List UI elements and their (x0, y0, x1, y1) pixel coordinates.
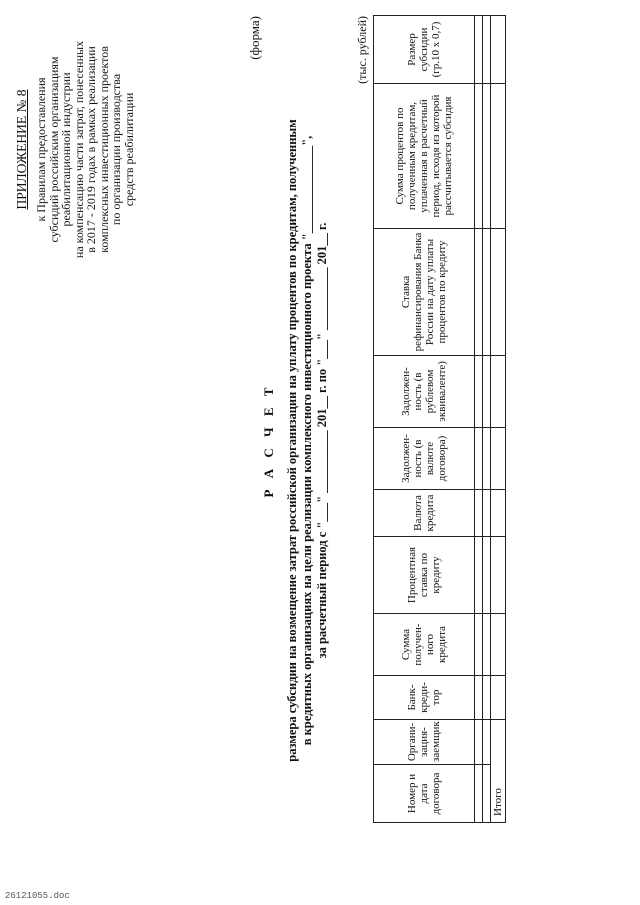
document-heading: Р А С Ч Е Т (261, 383, 276, 498)
table-cell (475, 428, 483, 490)
table-cell (475, 720, 483, 765)
total-row (491, 16, 506, 823)
table-cell (491, 537, 506, 614)
column-header: Банк-креди-тор (374, 676, 475, 720)
column-header: Процентная ставка по кредиту (374, 537, 475, 614)
table-cell (483, 84, 491, 229)
appendix-line: по организации производства (109, 73, 123, 226)
table-cell (483, 356, 491, 428)
column-header: Задолжен-ность (в рублевом эквиваленте) (374, 356, 475, 428)
table-cell (491, 229, 506, 356)
table-cell (483, 490, 491, 537)
table-row (475, 16, 483, 823)
column-header: Сумма процентов по полученным кредитам, уплаченная в расчетный период, исходя из которой рассчитывается субсидия (374, 84, 475, 229)
column-header: Валюта кредита (374, 490, 475, 537)
appendix-subtitle (35, 8, 135, 291)
table-cell (491, 676, 506, 720)
table-cell (475, 16, 483, 84)
table-cell (491, 428, 506, 490)
table-cell (491, 356, 506, 428)
table-cell (483, 16, 491, 84)
table-cell (483, 428, 491, 490)
table-cell (491, 84, 506, 229)
title-line-2: в кредитных организациях на цели реализации комплексного инвестиционного проекта "______________", (300, 135, 314, 746)
appendix-line: реабилитационной индустрии (59, 72, 73, 227)
table-cell (491, 490, 506, 537)
appendix-line: на компенсацию части затрат, понесенных (71, 40, 86, 259)
appendix-line: средств реабилитации (121, 92, 136, 207)
table-cell (475, 676, 483, 720)
table-cell (491, 16, 506, 84)
appendix-line: субсидий российским организациям (46, 56, 61, 243)
table-cell (483, 676, 491, 720)
table-row (483, 16, 491, 823)
appendix-line: к Правилам предоставления (34, 77, 48, 222)
column-header: Сумма получен-ного кредита (374, 614, 475, 676)
form-label: (форма) (247, 16, 262, 60)
title-line-1: размера субсидии на возмещение затрат российской организации на уплату процентов по кредитам, полученным (285, 119, 299, 762)
appendix-title: ПРИЛОЖЕНИЕ № 8 (14, 89, 29, 210)
rotated-page (5, 8, 522, 873)
table-cell (475, 490, 483, 537)
table-cell (483, 537, 491, 614)
appendix-line: комплексных инвестиционных проектов (96, 46, 111, 253)
table-cell (475, 229, 483, 356)
table-cell (483, 614, 491, 676)
table-cell (475, 537, 483, 614)
table-cell (475, 614, 483, 676)
column-header: Размер субсидии (гр.10 x 0,7) (374, 16, 475, 84)
column-header: Номер и дата договора (374, 765, 475, 823)
table-cell (475, 765, 483, 823)
table-cell (475, 84, 483, 229)
unit-label: (тыс. рублей) (355, 16, 369, 84)
table-cell (491, 614, 506, 676)
appendix-line: в 2017 - 2019 годах в рамках реализации (84, 46, 98, 253)
column-header: Задолжен-ность (в валюте договора) (374, 428, 475, 490)
table-cell (475, 356, 483, 428)
table-header-row (374, 16, 475, 823)
table-cell (483, 720, 491, 765)
calculation-table (373, 15, 506, 823)
table-cell (483, 765, 491, 823)
total-label: Итого (491, 720, 506, 823)
table-cell (483, 229, 491, 356)
column-header: Органи-зация-заемщик (374, 720, 475, 765)
column-header: Ставка рефинансирования Банка России на дату уплаты процентов по кредиту (374, 229, 475, 356)
document-id: 26121055.doc (5, 891, 70, 901)
title-line-3: за расчетный период с "___" __________ 201__ г. по "___" __________ 201__ г. (315, 222, 329, 659)
